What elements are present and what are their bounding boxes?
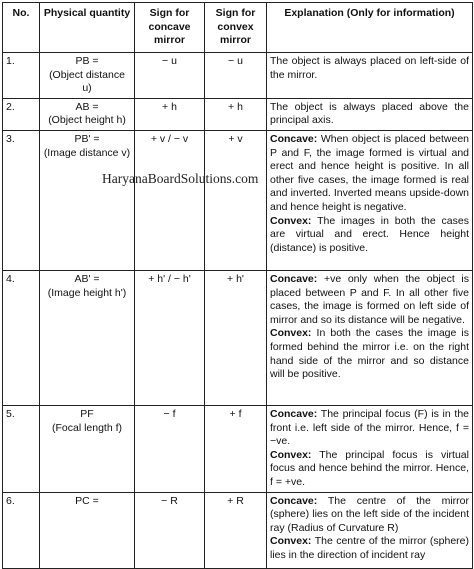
explanation-text: +ve only when the object is placed between P and F. In all other five cases, the image is formed on left side of mirror and so its distance will be negative. bbox=[270, 272, 470, 326]
row-number: 2. bbox=[3, 98, 40, 130]
sign-convention-table bbox=[2, 2, 473, 569]
explanation-text: The object is always placed on left-side of the mirror. bbox=[270, 55, 469, 81]
concave-sign-cell: + v / − v bbox=[135, 130, 205, 270]
explanation-cell bbox=[267, 492, 473, 568]
explanation-paragraph bbox=[270, 133, 469, 215]
explanation-text: The images in both the cases are virtual and erect. Hence height (distance) is positive. bbox=[270, 214, 469, 254]
row-number: 4. bbox=[3, 270, 40, 405]
explanation-paragraph bbox=[270, 55, 469, 82]
table-row bbox=[3, 130, 473, 270]
quantity-symbol: PB = bbox=[75, 55, 99, 67]
physical-quantity-cell bbox=[40, 270, 135, 405]
mirror-type-label: Concave: bbox=[270, 132, 318, 145]
explanation-paragraph bbox=[270, 101, 469, 128]
mirror-type-label: Concave: bbox=[270, 494, 318, 507]
quantity-description: (Object height h) bbox=[48, 114, 126, 127]
table-row bbox=[3, 405, 473, 492]
explanation-cell bbox=[267, 405, 473, 492]
quantity-symbol: PC = bbox=[75, 494, 99, 507]
explanation-cell bbox=[267, 270, 473, 405]
watermark: HaryanaBoardSolutions.com bbox=[102, 171, 259, 186]
row-number: 6. bbox=[3, 492, 40, 568]
convex-sign-cell: + v bbox=[205, 130, 267, 270]
physical-quantity-cell bbox=[40, 405, 135, 492]
quantity-symbol: AB' = bbox=[74, 272, 100, 285]
header-row bbox=[3, 3, 473, 53]
explanation-paragraph bbox=[270, 535, 469, 562]
mirror-type-label: Convex: bbox=[270, 448, 312, 461]
header-no: No. bbox=[3, 3, 40, 53]
explanation-text: The object is always placed above the principal axis. bbox=[270, 100, 469, 127]
quantity-symbol: AB = bbox=[75, 100, 99, 113]
explanation-paragraph bbox=[270, 449, 469, 490]
physical-quantity-cell bbox=[40, 130, 135, 270]
quantity-description: (Focal length f) bbox=[51, 421, 123, 434]
concave-sign-cell: − u bbox=[135, 53, 205, 99]
explanation-paragraph bbox=[270, 327, 469, 381]
row-number: 1. bbox=[3, 53, 40, 99]
convex-sign-cell: + h bbox=[205, 98, 267, 130]
quantity-description: (Image height h') bbox=[47, 286, 127, 299]
explanation-text: The principal focus is virtual focus and hence behind the mirror. Hence, f = +ve. bbox=[270, 448, 469, 488]
header-physical-quantity: Physical quantity bbox=[40, 3, 135, 53]
explanation-text: The centre of the mirror (sphere) lies on the left side of the incident ray (Radius of Curvature R) bbox=[270, 494, 469, 534]
explanation-cell bbox=[267, 98, 473, 130]
explanation-paragraph bbox=[270, 408, 469, 449]
explanation-paragraph bbox=[270, 273, 469, 327]
explanation-paragraph bbox=[270, 215, 469, 256]
concave-sign-cell: − f bbox=[135, 405, 205, 492]
header-concave-sign: Sign for concave mirror bbox=[135, 3, 205, 53]
physical-quantity-cell bbox=[40, 53, 135, 99]
explanation-text: In both the cases the image is formed behind the mirror i.e. on the right hand side of the mirror and so distance will be positive. bbox=[270, 327, 470, 381]
concave-sign-cell: − R bbox=[135, 492, 205, 568]
explanation-text: When object is placed between P and F, the image formed is virtual and erect and hence height is positive. In all other five cases, the image formed is real and inverted. Inverted means upside-down and hence height is negative. bbox=[270, 132, 470, 213]
convex-sign-cell: + R bbox=[205, 492, 267, 568]
quantity-symbol: PF bbox=[80, 407, 94, 420]
header-explanation: Explanation (Only for information) bbox=[267, 3, 473, 53]
row-number: 5. bbox=[3, 405, 40, 492]
mirror-type-label: Convex: bbox=[270, 214, 312, 227]
mirror-type-label: Concave: bbox=[270, 407, 318, 420]
mirror-type-label: Convex: bbox=[270, 535, 312, 548]
table-row bbox=[3, 492, 473, 568]
convex-sign-cell: − u bbox=[205, 53, 267, 99]
explanation-cell bbox=[267, 130, 473, 270]
explanation-cell bbox=[267, 53, 473, 99]
quantity-symbol: PB' = bbox=[74, 132, 100, 145]
mirror-type-label: Convex: bbox=[270, 327, 312, 340]
convex-sign-cell: + f bbox=[205, 405, 267, 492]
mirror-type-label: Concave: bbox=[270, 272, 318, 285]
header-convex-sign: Sign for convex mirror bbox=[205, 3, 267, 53]
table-row bbox=[3, 53, 473, 99]
table-row bbox=[3, 270, 473, 405]
physical-quantity-cell bbox=[40, 492, 135, 568]
quantity-description: (Image distance v) bbox=[43, 146, 131, 159]
concave-sign-cell: + h bbox=[135, 98, 205, 130]
explanation-text: The centre of the mirror (sphere) lies in the direction of incident ray bbox=[270, 535, 469, 561]
concave-sign-cell: + h' / − h' bbox=[135, 270, 205, 405]
explanation-text: The principal focus (F) is in the front i.e. left side of the mirror. Hence, f = −ve. bbox=[270, 407, 469, 448]
convex-sign-cell: + h' bbox=[205, 270, 267, 405]
row-number: 3. bbox=[3, 130, 40, 270]
explanation-paragraph bbox=[270, 495, 469, 536]
quantity-description: (Object distance u) bbox=[49, 68, 125, 95]
physical-quantity-cell bbox=[40, 98, 135, 130]
table-row bbox=[3, 98, 473, 130]
